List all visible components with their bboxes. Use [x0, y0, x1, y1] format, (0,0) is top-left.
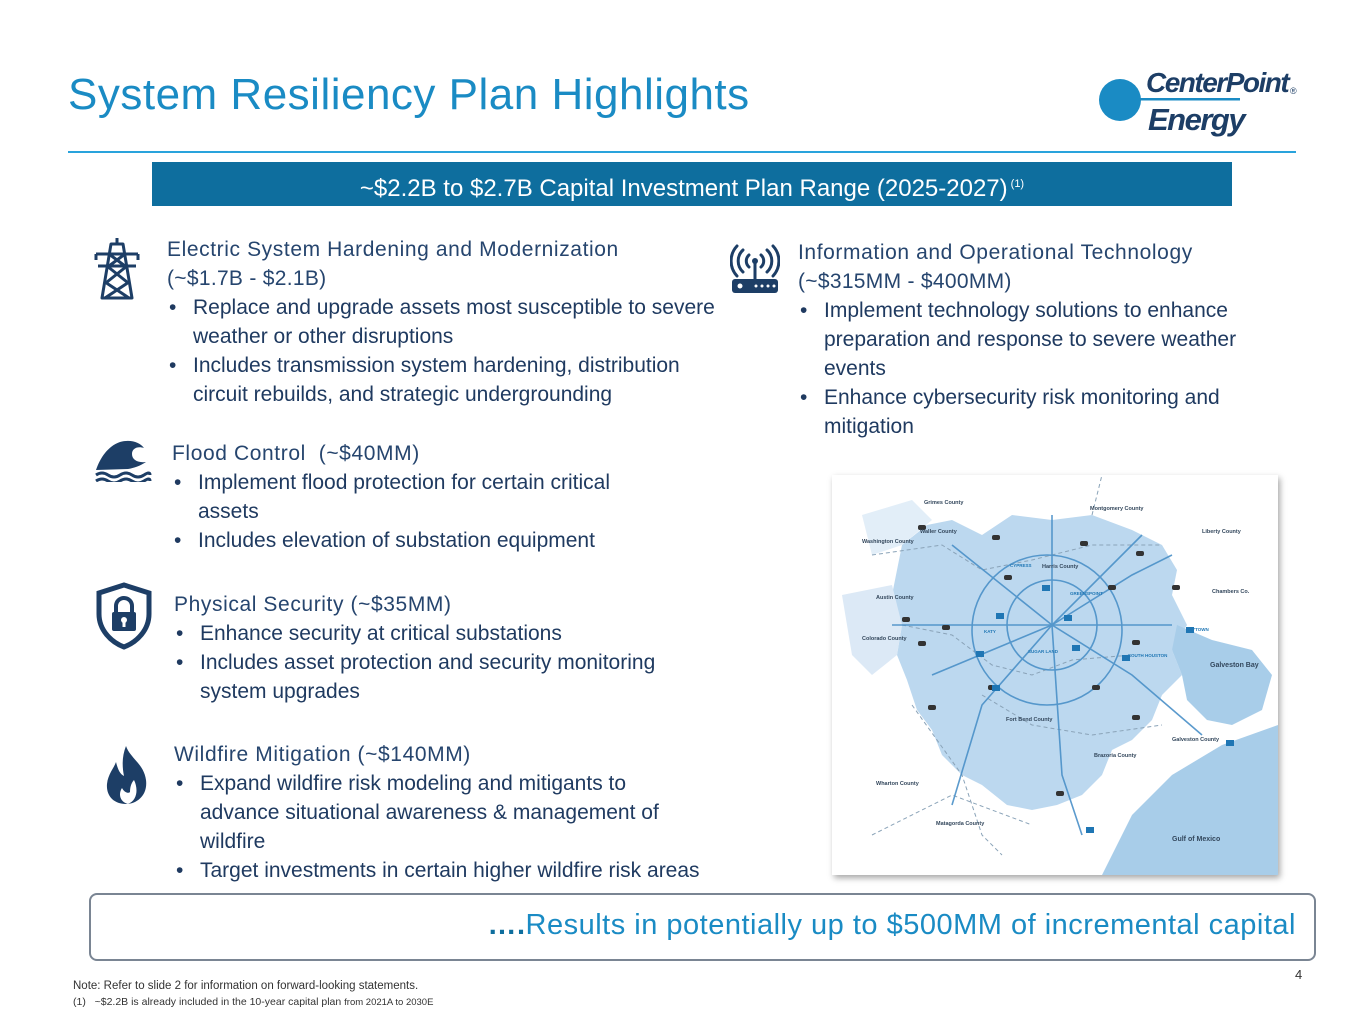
map-label: Liberty County [1202, 529, 1241, 535]
map-label: Austin County [876, 595, 914, 601]
transmission-tower-icon [94, 236, 140, 305]
centerpoint-logo [1098, 66, 1298, 138]
map-label: SUGAR LAND [1028, 649, 1058, 654]
flood-title: Flood Control (~$40MM) [172, 442, 420, 465]
hardening-section [167, 235, 727, 409]
map-label: Chambers Co. [1212, 589, 1250, 595]
capital-plan-banner [152, 162, 1232, 206]
hardening-title: Electric System Hardening and Modernization [167, 238, 619, 261]
map-label: BAYTOWN [1186, 627, 1209, 632]
flood-bullet: • Implement flood protection for certain critical assets [172, 468, 652, 526]
map-label: Colorado County [862, 636, 907, 642]
map-label: Waller County [920, 529, 957, 535]
results-statement: Results in potentially up to $500MM of incremental capital [525, 909, 1296, 941]
map-label: Brazoria County [1094, 753, 1137, 759]
hardening-bullet: • Replace and upgrade assets most susceptible to severe weather or other disruptions [167, 293, 727, 351]
wave-icon [94, 436, 152, 487]
wildfire-title: Wildfire Mitigation (~$140MM) [174, 743, 471, 766]
results-callout [89, 893, 1316, 961]
page-number: 4 [1295, 967, 1303, 982]
results-dots: …. [487, 909, 526, 941]
flame-icon [104, 744, 150, 811]
router-icon [730, 244, 780, 301]
it-ot-bullet: • Implement technology solutions to enhance preparation and response to severe weather events [798, 296, 1288, 383]
forward-looking-note: Note: Refer to slide 2 for information on forward-looking statements. [73, 980, 419, 992]
map-label: Gulf of Mexico [1172, 836, 1221, 843]
footnote-range: from 2021A to 2030E [344, 997, 434, 1008]
map-label: Harris County [1042, 564, 1079, 570]
map-label: KATY [984, 629, 996, 634]
service-territory-map [832, 475, 1278, 875]
svg-text:CenterPoint: CenterPoint [1146, 67, 1289, 98]
map-label: Wharton County [876, 781, 919, 787]
page-title: System Resiliency Plan Highlights [68, 70, 750, 119]
wildfire-bullet: • Target investments in certain higher wildfire risk areas [174, 856, 754, 885]
title-divider [68, 151, 1296, 153]
map-label: Montgomery County [1090, 506, 1144, 512]
security-title: Physical Security (~$35MM) [174, 593, 452, 616]
wildfire-bullet: • Expand wildfire risk modeling and mitigants to advance situational awareness & management of wildfire [174, 769, 700, 856]
security-bullet: • Includes asset protection and security monitoring system upgrades [174, 648, 704, 706]
it-ot-bullet: • Enhance cybersecurity risk monitoring and mitigation [798, 383, 1264, 441]
banner-footnote-ref: (1) [1010, 178, 1025, 190]
svg-text:®: ® [1290, 86, 1297, 96]
it-ot-section [798, 238, 1288, 441]
map-label: CYPRESS [1010, 563, 1032, 568]
map-label: GREENSPOINT [1070, 591, 1103, 596]
hardening-amount: (~$1.7B - $2.1B) [167, 267, 327, 290]
flood-section [172, 439, 692, 555]
map-label: Galveston County [1172, 737, 1220, 743]
hardening-bullet: • Includes transmission system hardening, distribution circuit rebuilds, and strategic undergrounding [167, 351, 727, 409]
security-section [174, 590, 734, 706]
map-label: Matagorda County [936, 821, 985, 827]
footnote [73, 996, 433, 1008]
banner-text: ~$2.2B to $2.7B Capital Investment Plan Range (2025-2027) [359, 175, 1008, 202]
footnote-text: ~$2.2B is already included in the 10-year capital plan [94, 996, 345, 1008]
footnote-number: (1) [73, 996, 86, 1008]
map-label: SOUTH HOUSTON [1128, 653, 1168, 658]
it-ot-amount: (~$315MM - $400MM) [798, 270, 1012, 293]
map-label: Grimes County [924, 500, 964, 506]
map-label: Fort Bend County [1006, 717, 1053, 723]
map-label: Washington County [862, 539, 914, 545]
flood-bullet: • Includes elevation of substation equipment [172, 526, 652, 555]
it-ot-title: Information and Operational Technology [798, 241, 1193, 264]
security-bullet: • Enhance security at critical substations [174, 619, 704, 648]
map-label: Galveston Bay [1210, 662, 1259, 669]
svg-text:Energy: Energy [1148, 102, 1245, 137]
shield-lock-icon [95, 582, 153, 655]
results-text [487, 909, 1296, 942]
wildfire-section [174, 740, 754, 885]
